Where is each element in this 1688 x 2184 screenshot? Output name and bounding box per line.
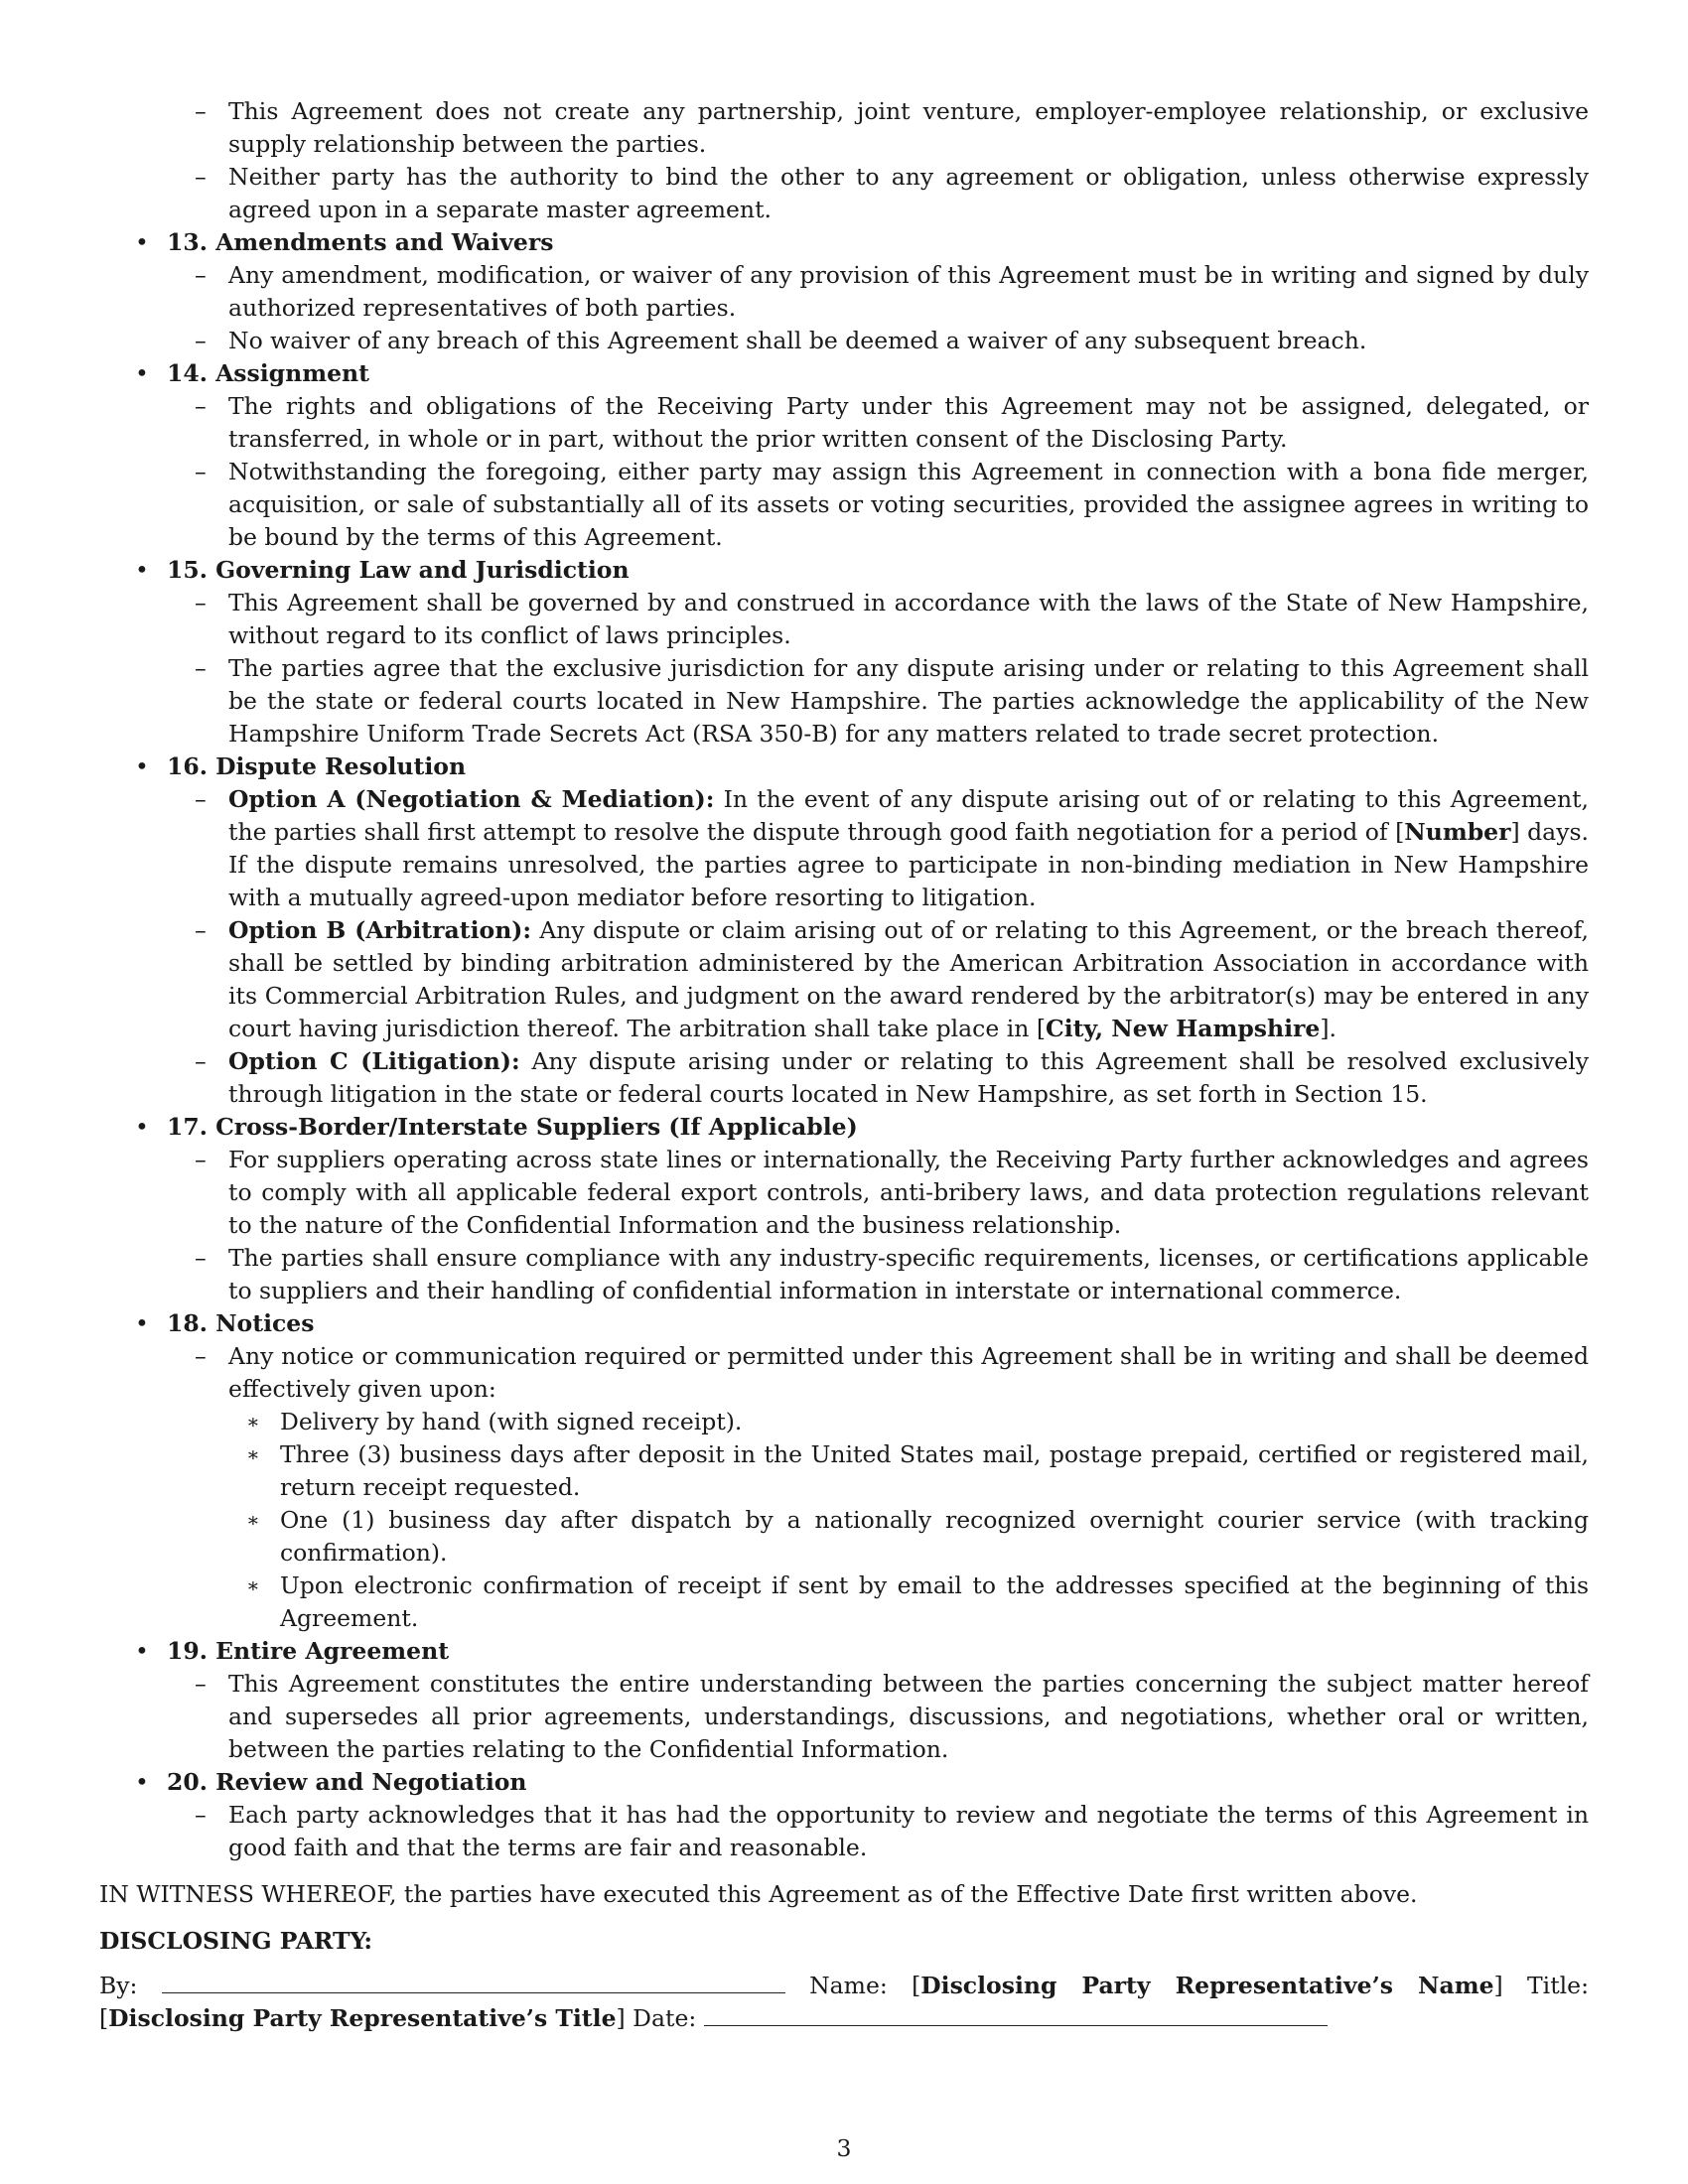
list-item: – This Agreement does not create any partnership, joint venture, employer-employee relationship, or exclusive supply relationship between the parties. xyxy=(195,97,1589,158)
document-page xyxy=(99,95,1589,2035)
sub-item: ∗ Delivery by hand (with signed receipt). xyxy=(246,1408,743,1435)
option-c: – Option C (Litigation): Any dispute arising under or relating to this Agreement shall be resolved exclusively through litigation in the state or federal courts located in New Hampshire, as set forth in Section 15. xyxy=(195,1047,1589,1108)
list-item: – The parties shall ensure compliance with any industry-specific requirements, licenses, or certifications applicable to suppliers and their handling of confidential information in interstate or international commerce. xyxy=(195,1244,1589,1304)
section-list xyxy=(99,95,1589,1864)
list-item: – The rights and obligations of the Receiving Party under this Agreement may not be assigned, delegated, or transferred, in whole or in part, without the prior written consent of the Disclosing Party. xyxy=(195,392,1589,453)
list-item: – Notwithstanding the foregoing, either party may assign this Agreement in connection with a bona fide merger, acquisition, or sale of substantially all of its assets or voting securities, provided the assignee agrees in writing to be bound by the terms of this Agreement. xyxy=(195,458,1589,551)
page-number: 3 xyxy=(836,2134,852,2162)
section-20: • 20. Review and Negotiation – Each party acknowledges that it has had the opportunity to review and negotiate the terms of this Agreement in good faith and that the terms are fair and reasonable. xyxy=(99,1766,1589,1864)
section-19: • 19. Entire Agreement – This Agreement constitutes the entire understanding between the parties concerning the subject matter hereof and supersedes all prior agreements, understandings, discussions, and negotiations, whether oral or written, between the parties relating to the Confidential Information. xyxy=(99,1635,1589,1766)
signature-block: By: Name: [Disclosing Party Representative’s Name] Title: [Disclosing Party Representative’s Title] Date: xyxy=(99,1972,1589,2032)
section-16: • 16. Dispute Resolution – Option A (Negotiation & Mediation): In the event of any dispute arising out of or relating to this Agreement, the parties shall first attempt to resolve the dispute through good faith negotiation for a period of [Number] days. If the dispute remains unresolved, the parties agree to participate in non-binding mediation in New Hampshire with a mutually agreed-upon mediator before resorting to litigation. – Option B (Arbitration): Any dispute or claim arising out of or relating to this Agreement, or the breach thereof, shall be settled by binding arbitration administered by the American Arbitration Association in accordance with its Commercial Arbitration Rules, and judgment on the award rendered by the arbitrator(s) may be entered in any court having jurisdiction thereof. The arbitration shall take place in [City, New Hampshire]. – Option C (Litigation): Any dispute arising under or relating to this Agreement shall be resolved exclusively through litigation in the state or federal courts located in New Hampshire, as set forth in Section 15. xyxy=(99,751,1589,1111)
witness-clause: IN WITNESS WHEREOF, the parties have executed this Agreement as of the Effective Date first written above. xyxy=(99,1880,1418,1908)
list-item: – No waiver of any breach of this Agreement shall be deemed a waiver of any subsequent breach. xyxy=(195,327,1367,354)
section-title: 19. Entire Agreement xyxy=(167,1637,450,1665)
list-item: – This Agreement shall be governed by and construed in accordance with the laws of the State of New Hampshire, without regard to its conflict of laws principles. xyxy=(195,589,1589,649)
section-14: • 14. Assignment – The rights and obligations of the Receiving Party under this Agreement may not be assigned, delegated, or transferred, in whole or in part, without the prior written consent of the Disclosing Party. – Notwithstanding the foregoing, either party may assign this Agreement in connection with a bona fide merger, acquisition, or sale of substantially all of its assets or voting securities, provided the assignee agrees in writing to be bound by the terms of this Agreement. xyxy=(99,357,1589,554)
option-b: – Option B (Arbitration): Any dispute or claim arising out of or relating to this Agreement, or the breach thereof, shall be settled by binding arbitration administered by the American Arbitration Association in accordance with its Commercial Arbitration Rules, and judgment on the award rendered by the arbitrator(s) may be entered in any court having jurisdiction thereof. The arbitration shall take place in [City, New Hampshire]. xyxy=(195,916,1589,1042)
party-heading: DISCLOSING PARTY: xyxy=(99,1927,373,1955)
title-placeholder: Disclosing Party Representative’s Title xyxy=(108,2004,617,2032)
section-title: 18. Notices xyxy=(167,1309,315,1337)
signature-line[interactable] xyxy=(162,1971,785,1993)
section-17: • 17. Cross-Border/Interstate Suppliers (If Applicable) – For suppliers operating across state lines or internationally, the Receiving Party further acknowledges and agrees to comply with all applicable federal export controls, anti-bribery laws, and data protection regulations relevant to the nature of the Confidential Information and the business relationship. – The parties shall ensure compliance with any industry-specific requirements, licenses, or certifications applicable to suppliers and their handling of confidential information in interstate or international commerce. xyxy=(99,1111,1589,1307)
placeholder-number: Number xyxy=(1404,818,1511,846)
section-15: • 15. Governing Law and Jurisdiction – This Agreement shall be governed by and construed in accordance with the laws of the State of New Hampshire, without regard to its conflict of laws principles. – The parties agree that the exclusive jurisdiction for any dispute arising under or relating to this Agreement shall be the state or federal courts located in New Hampshire. The parties acknowledge the applicability of the New Hampshire Uniform Trade Secrets Act (RSA 350-B) for any matters related to trade secret protection. xyxy=(99,554,1589,751)
sub-item: ∗ Upon electronic confirmation of receipt if sent by email to the addresses specified at the beginning of this Agreement. xyxy=(246,1571,1589,1632)
sub-item: ∗ Three (3) business days after deposit in the United States mail, postage prepaid, certified or registered mail, return receipt requested. xyxy=(246,1440,1589,1501)
section-title: 20. Review and Negotiation xyxy=(167,1768,527,1796)
list-item: – Neither party has the authority to bind the other to any agreement or obligation, unless otherwise expressly agreed upon in a separate master agreement. xyxy=(195,163,1589,223)
list-item: – This Agreement constitutes the entire understanding between the parties concerning the subject matter hereof and supersedes all prior agreements, understandings, discussions, and negotiations, whether oral or written, between the parties relating to the Confidential Information. xyxy=(195,1670,1589,1763)
list-item: – Each party acknowledges that it has had the opportunity to review and negotiate the terms of this Agreement in good faith and that the terms are fair and reasonable. xyxy=(195,1801,1589,1861)
section-18: • 18. Notices – Any notice or communication required or permitted under this Agreement shall be in writing and shall be deemed effectively given upon: ∗ Delivery by hand (with signed receipt). ∗ Three (3) business days after deposit in the United States mail, postage prepaid, certified or registered mail, return receipt requested. ∗ One (1) business day after dispatch by a nationally recognized overnight courier service (with tracking confirmation). ∗ Upon electronic confirmation of receipt if sent by email to the addresses specified at the beginning of this Agreement. xyxy=(99,1307,1589,1635)
list-item: – The parties agree that the exclusive jurisdiction for any dispute arising under or relating to this Agreement shall be the state or federal courts located in New Hampshire. The parties acknowledge the applicability of the New Hampshire Uniform Trade Secrets Act (RSA 350-B) for any matters related to trade secret protection. xyxy=(195,654,1589,748)
section-title: 17. Cross-Border/Interstate Suppliers (If Applicable) xyxy=(167,1113,858,1141)
placeholder-city: City, New Hampshire xyxy=(1045,1015,1321,1042)
section-title: 16. Dispute Resolution xyxy=(167,752,467,780)
name-placeholder: Disclosing Party Representative’s Name xyxy=(920,1972,1494,1999)
section-title: 14. Assignment xyxy=(167,359,369,387)
list-item: – For suppliers operating across state lines or internationally, the Receiving Party further acknowledges and agrees to comply with all applicable federal export controls, anti-bribery laws, and data protection regulations relevant to the nature of the Confidential Information and the business relationship. xyxy=(195,1146,1589,1239)
section-13: • 13. Amendments and Waivers – Any amendment, modification, or waiver of any provision of this Agreement must be in writing and signed by duly authorized representatives of both parties. – No waiver of any breach of this Agreement shall be deemed a waiver of any subsequent breach. xyxy=(99,226,1589,357)
date-line[interactable] xyxy=(704,2003,1328,2026)
list-item: – Any amendment, modification, or waiver of any provision of this Agreement must be in writing and signed by duly authorized representatives of both parties. xyxy=(195,261,1589,322)
section-12-continued xyxy=(99,95,1589,226)
section-title: 13. Amendments and Waivers xyxy=(167,228,554,256)
option-a: – Option A (Negotiation & Mediation): In the event of any dispute arising out of or relating to this Agreement, the parties shall first attempt to resolve the dispute through good faith negotiation for a period of [Number] days. If the dispute remains unresolved, the parties agree to participate in non-binding mediation in New Hampshire with a mutually agreed-upon mediator before resorting to litigation. xyxy=(195,785,1589,911)
section-title: 15. Governing Law and Jurisdiction xyxy=(167,556,630,584)
list-item: – Any notice or communication required or permitted under this Agreement shall be in writing and shall be deemed effectively given upon: ∗ Delivery by hand (with signed receipt). ∗ Three (3) business days after deposit in the United States mail, postage prepaid, certified or registered mail, return receipt requested. ∗ One (1) business day after dispatch by a nationally recognized overnight courier service (with tracking confirmation). ∗ Upon electronic confirmation of receipt if sent by email to the addresses specified at the beginning of this Agreement. xyxy=(99,1340,1589,1635)
sub-item: ∗ One (1) business day after dispatch by a nationally recognized overnight courier service (with tracking confirmation). xyxy=(246,1506,1589,1567)
